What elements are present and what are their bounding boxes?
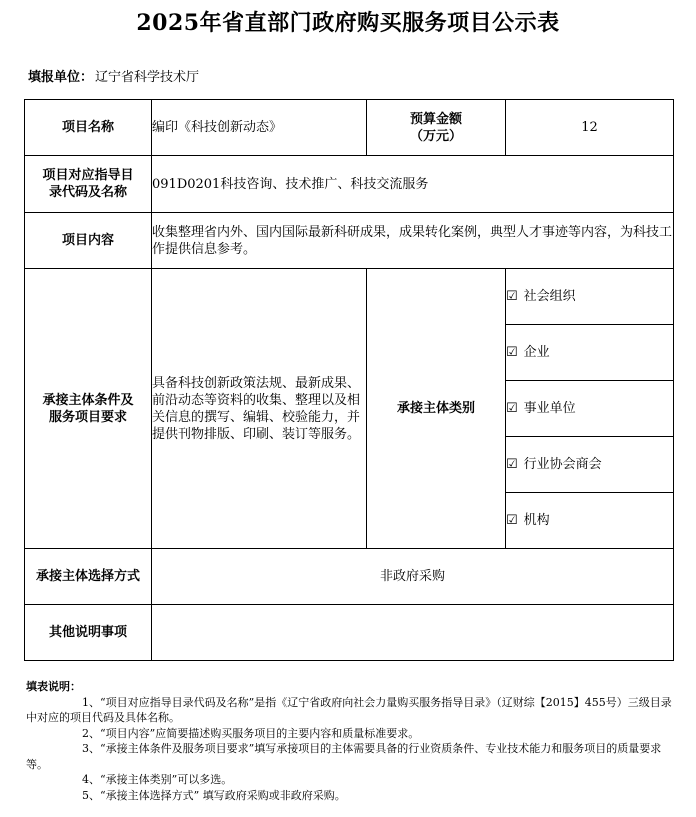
instruction-item: 4、“承接主体类别”可以多选。 [82,773,233,786]
reporting-unit-value: 辽宁省科学技术厅 [95,70,200,85]
reporting-unit [28,66,199,85]
filling-instructions [26,679,674,803]
catalog-code-value: 091D0201科技咨询、技术推广、科技交流服务 [152,156,674,213]
project-table [24,99,674,661]
requirement-value: 具备科技创新政策法规、最新成果、前沿动态等资料的收集、整理以及相关信息的撰写、编辑、校验能力，并提供刊物排版、印刷、装订等服务。 [152,269,367,549]
category-option[interactable]: ☑ 企业 [506,325,674,381]
checkbox-checked-icon: ☑ [506,457,518,472]
category-option[interactable]: ☑ 社会组织 [506,269,674,325]
budget-value: 12 [506,100,674,156]
other-notes-value [152,605,674,661]
catalog-code-label: 项目对应指导目 录代码及名称 [25,156,152,213]
checkbox-checked-icon: ☑ [506,513,518,528]
project-name-label: 项目名称 [25,100,152,156]
other-notes-label: 其他说明事项 [25,605,152,661]
instructions-title: 填表说明： [26,680,81,693]
project-content-value: 收集整理省内外、国内国际最新科研成果，成果转化案例，典型人才事迹等内容，为科技工作提供信息参考。 [152,213,674,269]
project-name-value: 编印《科技创新动态》 [152,100,367,156]
instruction-item: 3、“承接主体条件及服务项目要求”填写承接项目的主体需要具备的行业资质条件、专业技术能力和服务项目的质量要求等。 [26,742,662,771]
category-label: 承接主体类别 [367,269,506,549]
selection-method-label: 承接主体选择方式 [25,549,152,605]
instruction-item: 2、“项目内容”应简要描述购买服务项目的主要内容和质量标准要求。 [82,726,420,740]
project-content-label: 项目内容 [25,213,152,269]
reporting-unit-label: 填报单位： [28,70,94,85]
requirement-label: 承接主体条件及 服务项目要求 [25,269,152,549]
instruction-item: 5、“承接主体选择方式” 填写政府采购或非政府采购。 [82,788,346,802]
category-option[interactable]: ☑ 事业单位 [506,381,674,437]
instruction-item: 1、“项目对应指导目录代码及名称”是指《辽宁省政府向社会力量购买服务指导目录》（辽财综【2015】455号）三级目录中对应的项目代码及具体名称。 [26,695,672,724]
budget-label: 预算金额 （万元） [367,100,506,156]
checkbox-checked-icon: ☑ [506,345,518,360]
checkbox-checked-icon: ☑ [506,401,518,416]
category-option[interactable]: ☑ 机构 [506,493,674,549]
page-title: 2025年省直部门政府购买服务项目公示表 [136,10,560,36]
selection-method-value: 非政府采购 [152,549,674,605]
checkbox-checked-icon: ☑ [506,289,518,304]
category-option[interactable]: ☑ 行业协会商会 [506,437,674,493]
